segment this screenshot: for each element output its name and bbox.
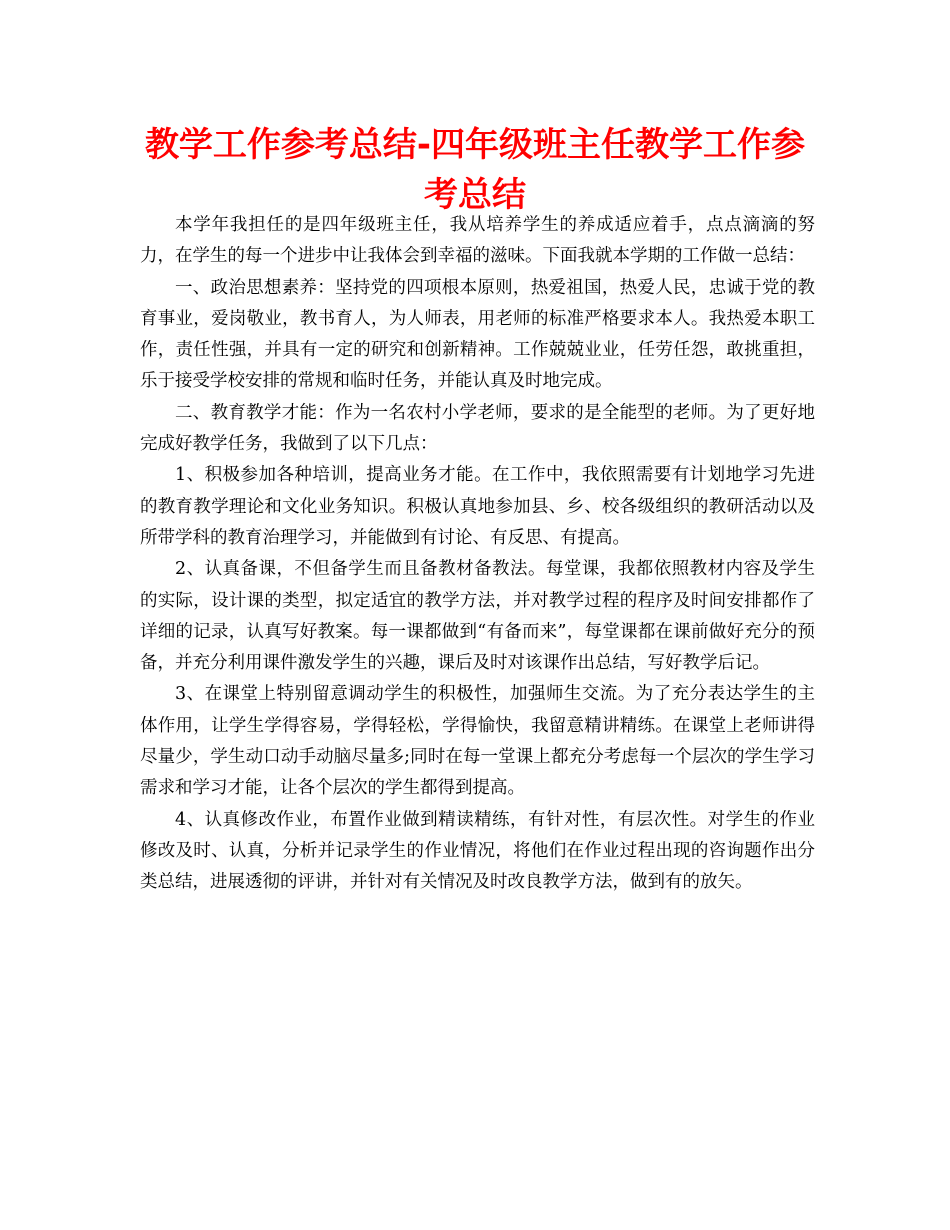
paragraph-teaching-ability: 二、教育教学才能：作为一名农村小学老师，要求的是全能型的老师。为了更好地完成好教学任务，我做到了以下几点： bbox=[140, 402, 815, 455]
document-body bbox=[140, 210, 815, 899]
paragraph-item-1-training: 1、积极参加各种培训，提高业务才能。在工作中，我依照需要有计划地学习先进的教育教学理论和文化业务知识。积极认真地参加县、乡、校各级组织的教研活动以及所带学科的教育治理学习，并能做到有讨论、有反思、有提高。 bbox=[140, 465, 815, 548]
paragraph-item-4-homework: 4、认真修改作业，布置作业做到精读精练，有针对性，有层次性。对学生的作业修改及时、认真，分析并记录学生的作业情况，将他们在作业过程出现的咨询题作出分类总结，进展透彻的评讲，并针对有关情况及时改良教学方法，做到有的放矢。 bbox=[140, 809, 815, 893]
paragraph-item-3-classroom: 3、在课堂上特别留意调动学生的积极性，加强师生交流。为了充分表达学生的主体作用，让学生学得容易，学得轻松，学得愉快，我留意精讲精练。在课堂上老师讲得尽量少，学生动口动手动脑尽量多;同时在每一堂课上都充分考虑每一个层次的学生学习需求和学习才能，让各个层次的学生都得到提高。 bbox=[140, 684, 815, 799]
paragraph-political-quality: 一、政治思想素养：坚持党的四项根本原则，热爱祖国，热爱人民，忠诚于党的教育事业，爱岗敬业，教书育人，为人师表，用老师的标准严格要求本人。我热爱本职工作，责任性强，并具有一定的研究和创新精神。工作兢兢业业，任劳任怨，敢挑重担，乐于接受学校安排的常规和临时任务，并能认真及时地完成。 bbox=[140, 277, 815, 392]
paragraph-item-2-lesson-prep: 2、认真备课，不但备学生而且备教材备教法。每堂课，我都依照教材内容及学生的实际，设计课的类型，拟定适宜的教学方法，并对教学过程的程序及时间安排都作了详细的记录，认真写好教案。每一课都做到“有备而来”，每堂课都在课前做好充分的预备，并充分利用课件激发学生的兴趣，课后及时对该课作出总结，写好教学后记。 bbox=[140, 559, 815, 674]
document-title: 教学工作参考总结-四年级班主任教学工作参考总结 bbox=[144, 125, 806, 215]
paragraph-intro: 本学年我担任的是四年级班主任，我从培养学生的养成适应着手，点点滴滴的努力，在学生的每一个进步中让我体会到幸福的滋味。下面我就本学期的工作做一总结： bbox=[140, 215, 815, 267]
